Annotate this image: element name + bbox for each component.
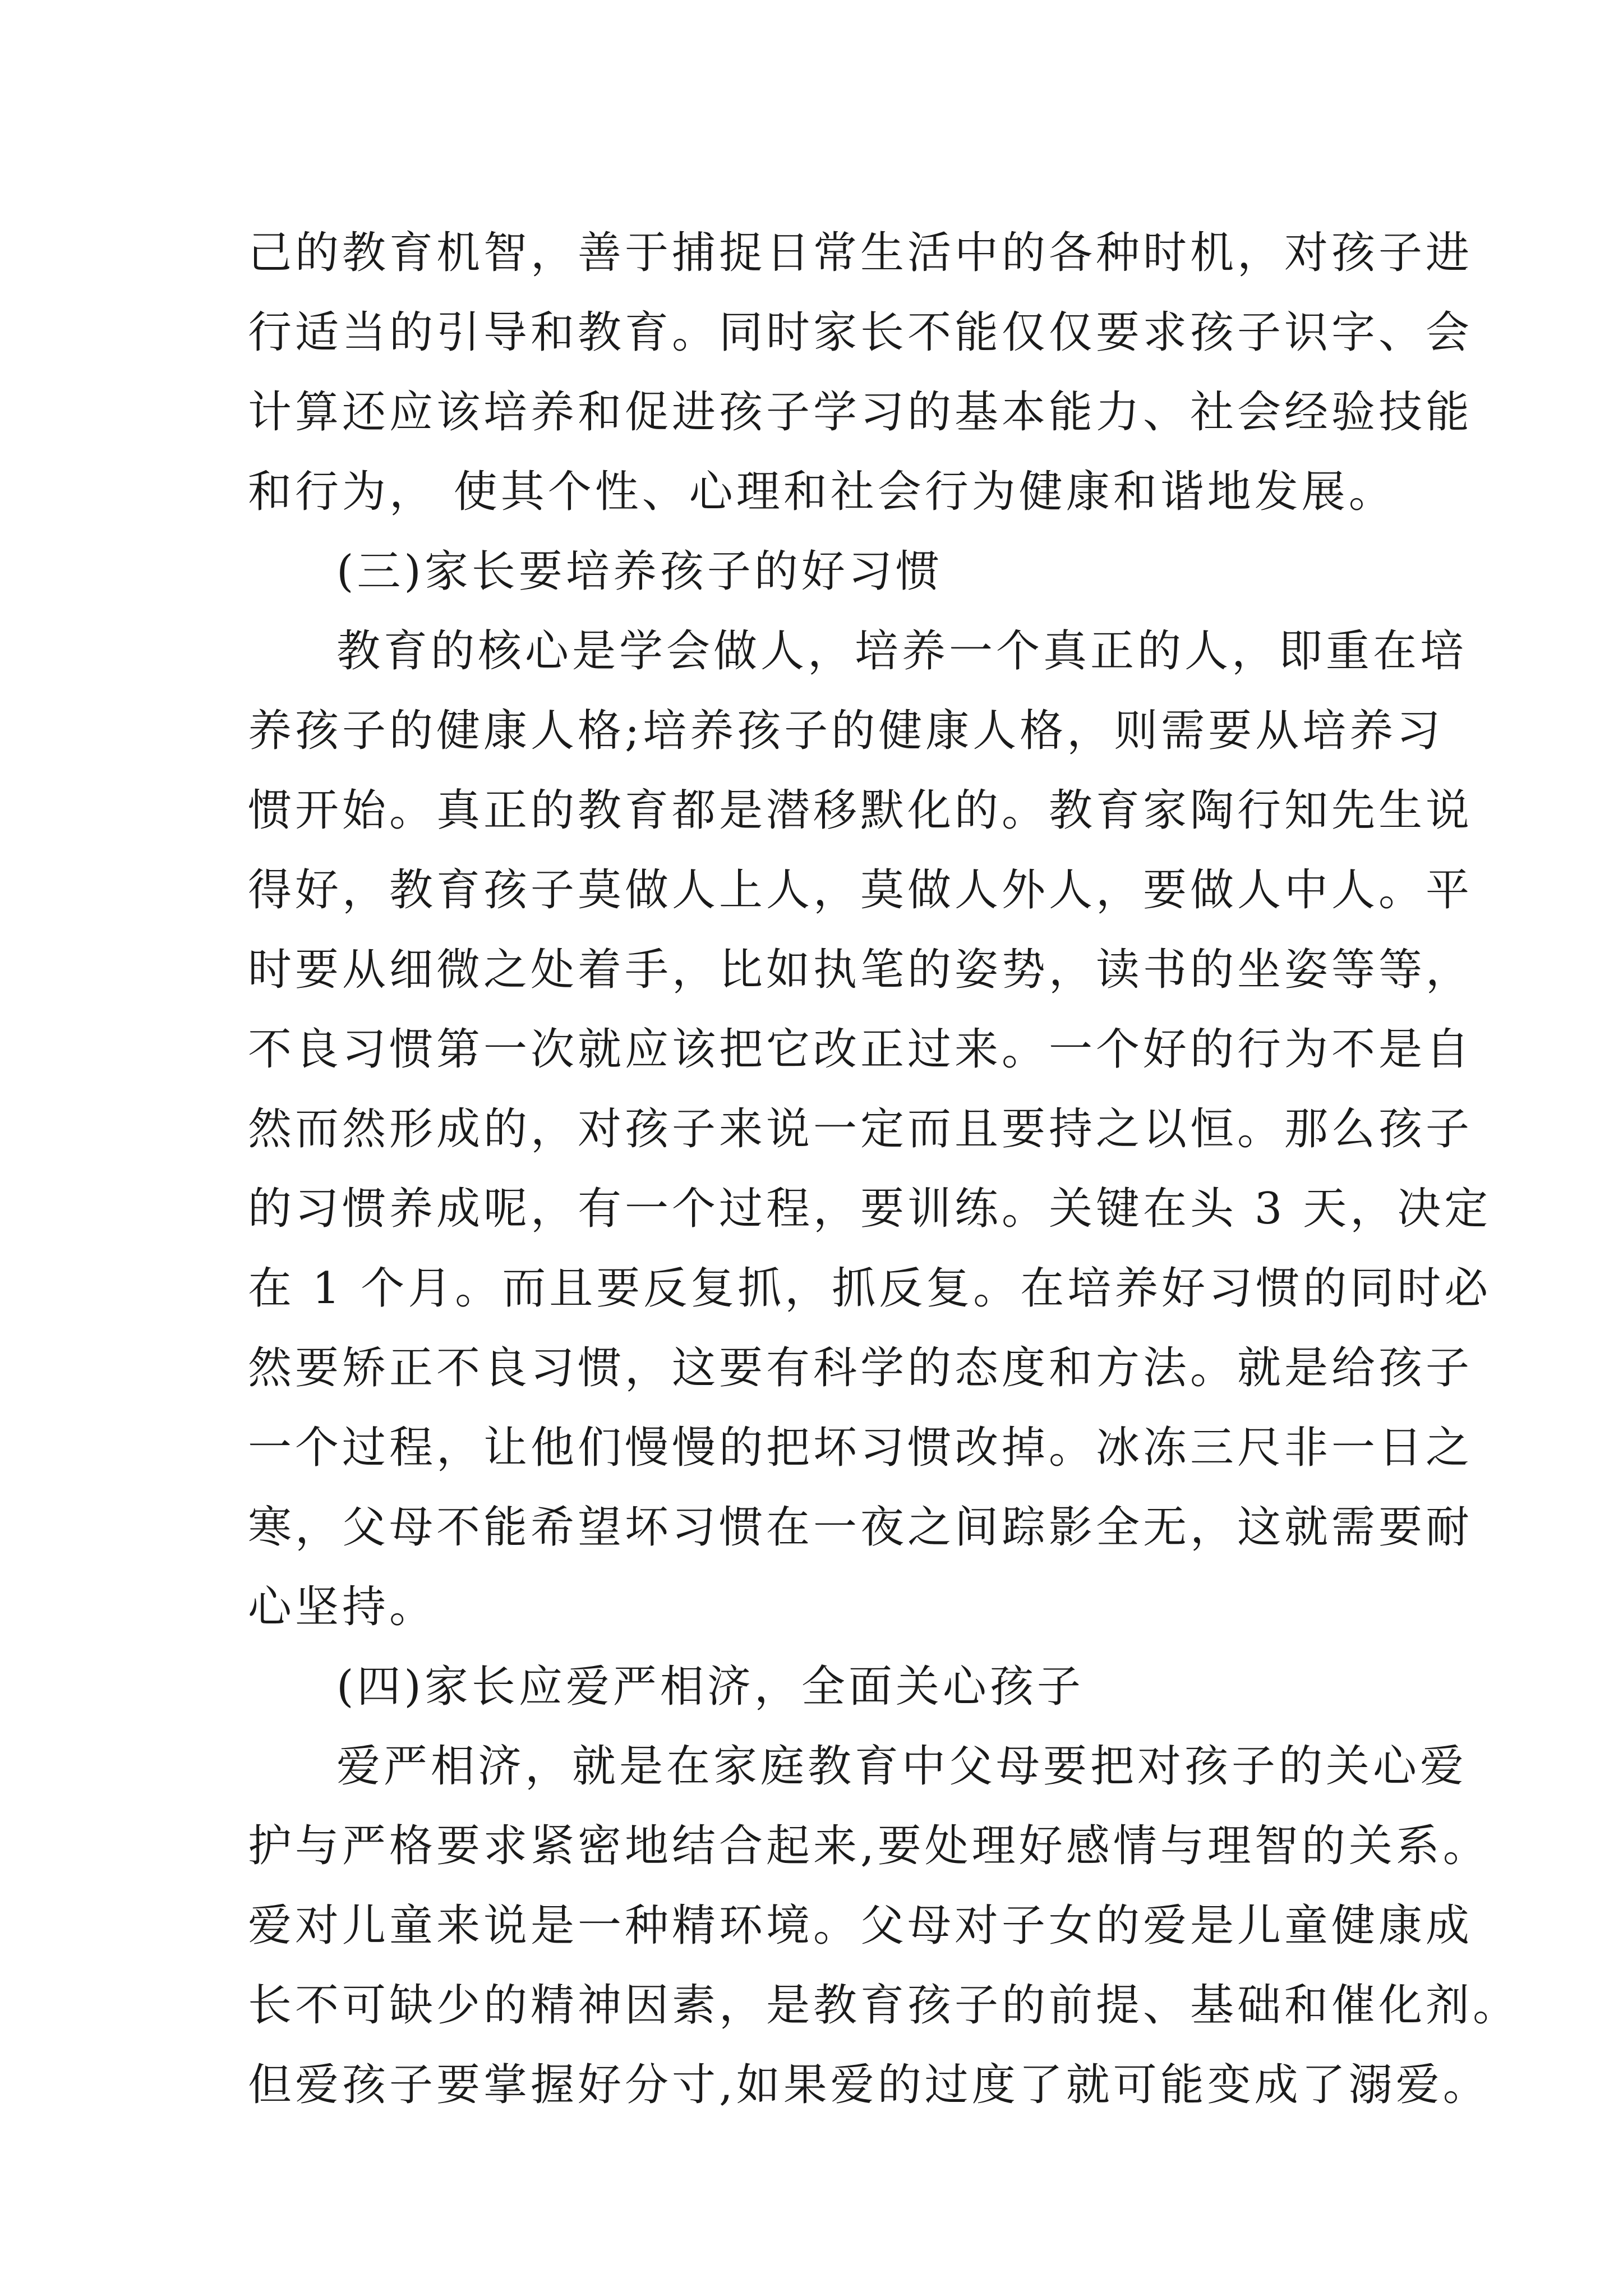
text-line: 和行为， 使其个性、心理和社会行为健康和谐地发展。: [248, 467, 1396, 517]
paragraph-start: 爱严相济，就是在家庭教育中父母要把对孩子的关心爱: [336, 1741, 1468, 1792]
text-line: 养孩子的健康人格;培养孩子的健康人格，则需要从培养习: [248, 706, 1444, 756]
text-line: 的习惯养成呢，有一个过程，要训练。关键在头 3 天，决定: [248, 1184, 1492, 1234]
text-line: 时要从细微之处着手，比如执笔的姿势，读书的坐姿等等，: [248, 945, 1473, 995]
text-line: 不良习惯第一次就应该把它改正过来。一个好的行为不是自: [248, 1024, 1473, 1075]
paragraph-start: 教育的核心是学会做人，培养一个真正的人，即重在培: [336, 626, 1468, 677]
body-text: [248, 213, 1520, 2125]
text-line: 在 1 个月。而且要反复抓，抓反复。在培养好习惯的同时必: [248, 1263, 1492, 1314]
text-line: 护与严格要求紧密地结合起来,要处理好感情与理智的关系。: [248, 1821, 1490, 1871]
text-line: 爱对儿童来说是一种精环境。父母对子女的爱是儿童健康成: [248, 1901, 1473, 1951]
text-line: 寒，父母不能希望坏习惯在一夜之间踪影全无，这就需要耐: [248, 1502, 1473, 1553]
text-line: 得好，教育孩子莫做人上人，莫做人外人，要做人中人。平: [248, 865, 1473, 915]
text-line: 然而然形成的，对孩子来说一定而且要持之以恒。那么孩子: [248, 1104, 1473, 1154]
text-line: 己的教育机智，善于捕捉日常生活中的各种时机，对孩子进: [248, 228, 1473, 278]
text-line: 惯开始。真正的教育都是潜移默化的。教育家陶行知先生说: [248, 785, 1473, 836]
text-line: 然要矫正不良习惯，这要有科学的态度和方法。就是给孩子: [248, 1343, 1473, 1393]
text-line: 心坚持。: [248, 1582, 437, 1632]
text-line: 计算还应该培养和促进孩子学习的基本能力、社会经验技能: [248, 387, 1473, 438]
section-heading-4: (四)家长应爱严相济，全面关心孩子: [336, 1662, 1084, 1712]
text-line: 一个过程，让他们慢慢的把坏习惯改掉。冰冻三尺非一日之: [248, 1423, 1473, 1473]
section-heading-3: (三)家长要培养孩子的好习惯: [336, 546, 943, 597]
text-line: 但爱孩子要掌握好分寸,如果爱的过度了就可能变成了溺爱。: [248, 2060, 1490, 2110]
text-line: 行适当的引导和教育。同时家长不能仅仅要求孩子识字、会: [248, 307, 1473, 358]
text-line: 长不可缺少的精神因素，是教育孩子的前提、基础和催化剂。: [248, 1980, 1520, 2031]
